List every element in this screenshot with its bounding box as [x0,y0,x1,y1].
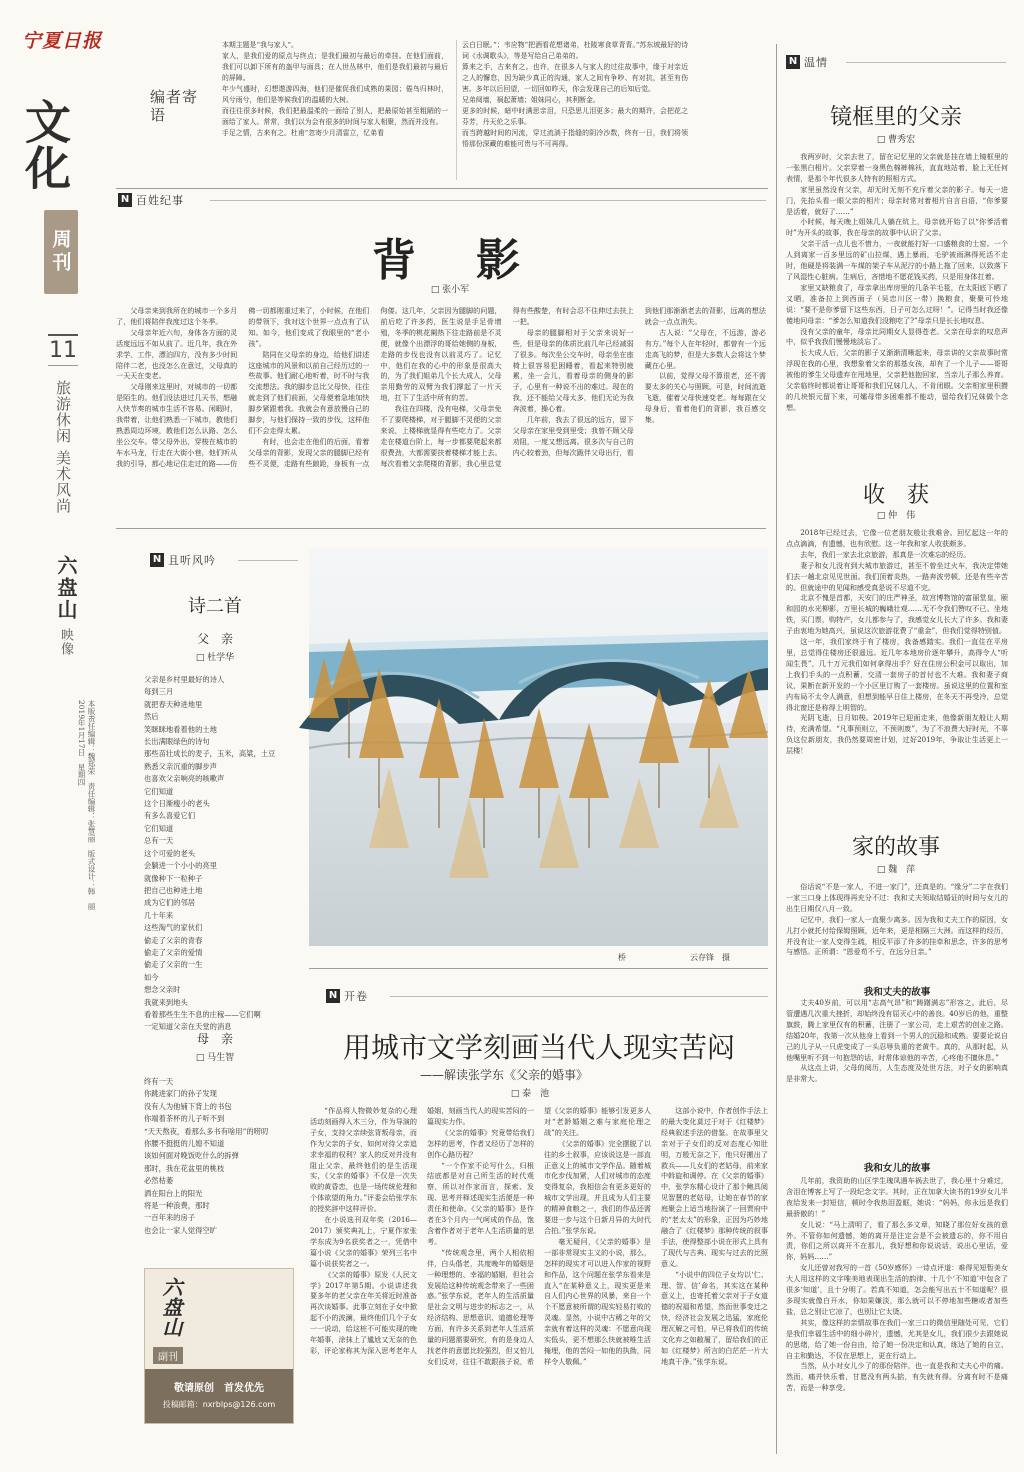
section-n-icon: N [786,55,800,69]
article-title-wenqing: 镜框里的父亲 [829,105,962,130]
section-header-poems [150,552,216,568]
paragraph: 俗话说“不是一家人，不进一家门”，还真是的。“缘分”二字在我们一家三口身上体现得再充分不过：我和丈夫领取结婚证的时间与女儿的出生日期仅八月一致。 [786,882,1008,913]
article-part1-jiadegushi [786,998,1008,1156]
fukan-email: 投稿邮箱：nxrblps@126.com [162,1400,276,1409]
paragraph: 《父亲的婚事》完全摆脱了以往的乡土叙事，应该说这是一部直正意义上的城市文学作品。随着城市化步伐加紧，人们对城市的态度变得复杂，我相信会有更多更好的城市文学出现，并且成为人们主要的精神食粮之一，我们的作品还需要进一步与这个日新月异的大时代合拍。”张学东说。 [544,1138,651,1235]
editor-note-col2: 云白日眠。”；韦应物“把酒看花想诸弟，杜陵寒食草青青。”苏东坡最好的诗词《水调歌头》，等是写给自己弟弟的。 算来之手，古来有之。也许，在很多人与家人的过往故事中，缘于对亲近之人的懈怠，因为缺少真正的沟通，家人之间有争吵、有对抗，甚至有伤害。多年以后回望，一切回如昨天，你会发现自己的后知后觉。 兄弟阋墙，祸起萧墙；姐妹同心，其利断金。 更多的时候，暗中时满思亲泪，只恐思儿泪更多；最大的期许，会把花之芬芳，丹天伦之乐事。 而当跨越时间的河流，穿过流淌于指缝的阴冷沙数，终有一日，我们将领悟那份深藏的难能可贵与不可再得。 [462,41,688,148]
article-byline-shouhuo: □ 仲 伟 [876,511,916,521]
divider [846,62,1006,63]
fukan-logo: 六盘山 [159,1277,183,1337]
editor-note-label: 编者寄语 [150,88,199,124]
article-byline-beiying: □ 张小军 [430,285,470,295]
paragraph: 其实，像这样的亲情故事在我们一家三口的微信里随处可见，它们是我们幸福生活中的细小碎片，遗憾，尤其是女儿，我们很少去跟她说的思绪，给了她一份自由，给了她一份决定和认真，练达了她的自立、自主和勤达，不仅在思想上，更在行动上。 [786,1317,1008,1360]
bridge-illustration [309,548,768,946]
paragraph: 几年前，我去了很远的远方，留下父母亲在家里受到里受；我曾不顾父母劝阻，一度又想远离。很多次与自己的内心较着劲，但每次跪伴父母出行，看到他们那渐渐老去的背影，远离的想法就会一点点消失。 [512,306,766,457]
article-intro-jiadegushi [786,882,1008,978]
section-label: 且听风吟 [168,554,216,567]
paragraph: 北京不愧是首都，天安门的庄严神圣，故宫博物馆的富丽堂皇，颐和园的水光柳影，万里长城的巍峨壮观……无不令我们赞叹不已。坐地铁，买门票，购特产，女儿都参与了，我感觉女儿长大了许多。我和妻子由衷地为她高兴，虽说这次旅游花费了“重金”，但我们觉得特别值。 [786,593,1008,636]
paragraph: 这一年，我们家终于有了楼房，我备感踏实。我们一直住在平房里，总觉得住楼房还很遥远。近几年本地房价逐年攀升，高得令人“听闻生畏”，几十万元我们如何拿得出手？好在住房公积金可以取出，加上我们手头的一点积蓄，交清一套房子的首付也不大难。我和妻子商议，果断在新开发的一个小区里订购了一套楼房。虽说这里的位置和室内布局不太令人满意，但想到能早日住上楼房，在冬天不再受冷，总觉得北窗还是称得上明智的。 [786,637,1008,712]
paragraph: 有时，也会走在他们的后面，看着父母亲的背影，发现父亲的腿脚已经有些不灵便，走路有些踉跄，身板有一点佝偻。这几年，父亲因为腿脚的问题，前后吃了许多药，医生说是手足骨增殖，冬季的桃花阑热下往走路前是不灵便，就像个出漂浮的哥给她侧的身板，走路的步伐也没有以前灵巧了。记忆中，他们在我的心中的形象是很高大的，为了我们姐弟几个长大成人，父母亲用勤劳的双臂为我们撑起了一片天地，扛下了生活中所有的苦。 [248,306,502,468]
divider [238,560,298,561]
paragraph: 在小说选刊双年奖（2016—2017）颁奖典礼上，宁夏作家张学东成为9名获奖者之一，凭借中篇小说《父亲的婚事》荣列三名中篇小说获奖者之一。 [310,1215,417,1268]
article-byline-wenqing: □ 曹秀宏 [876,135,916,145]
poem1-title: 父 亲 [196,632,233,646]
section-n-icon: N [118,193,132,207]
paragraph: 妻子和女儿没有到大城市旅游过，甚至不曾坐过火车，我决定带她们去一趟北京见见世面。我们顶着炎热，一路奔波劳顿，还是有些辛苦的。但就途中的见闻和感受真是说不尽道不完。 [786,560,1008,592]
article-title-jiadegushi: 家的故事 [851,835,940,860]
subheading-daughter: 我和女儿的故事 [863,1163,931,1174]
poem2-body: 终有一天 你跳进家门的孙子发现 没有人为他铺下背上的书包 你端着茶杯的儿子听不到 “天天熬夜，看那么多书有啥用”的唠叨 你腰不挺挺的儿媳不知道 该如何面对晚饭吃什么的拆弹 那时，我在花盆里的桃枝 必然枯萎 洒在阳台上的阳光 将是一种浪费，那时 一百年来的房子 也会让一家人觉得空旷 [144,1077,269,1235]
paragraph: 母亲的腿脚相对于父亲来说好一些，但是母亲的体质比前几年已经减弱了很多。每次坐公交车时，母亲坐在座椅上很容易犯困睡着，看起来特别疲累，坐一会儿，看着母亲的侧身的影子，心里有一种说不出的难过。现在的我，还不能给父母太多，他们无论为我奔波着，操心着。 [512,327,634,414]
paragraph: 长大成人后，父亲的影子又渐渐清晰起来，母亲讲的父亲故事时常浮现在我的心里，我想象着父亲的那基女孩，却有了一个儿子——哥哥被他的爹生父母遗弃在甩地里，父亲把他抱回家，当亲儿子那么养育。父亲临终时都说着让哥哥和我们兄妹几人，不肯闭眼。父亲相家里积攒的几块银元留下来，可孀母带多困难都不能动，留给我们兄妹做个念想。 [786,348,1008,412]
paragraph: 《父亲的婚事》究竟带给我们怎样的思考，作者又经历了怎样的创作心路历程？ [427,1127,534,1159]
section-label: 开卷 [344,990,368,1003]
paragraph: 小时候，每天晚上姐妹几人躺在炕上，母亲就开始了以“你爹活着时”为开头的故事，我在母亲的故事中认识了父亲。 [786,217,1008,238]
weekly-badge [44,210,78,294]
article-title-shouhuo: 收 获 [862,483,929,508]
photo-credit: 云存锋 摄 [690,953,730,962]
article-byline-kaijuan: □ 泰 池 [510,1089,550,1099]
masthead-paper-name: 宁夏日报 [22,30,103,52]
paragraph: 女儿还曾对我写的一首《50岁感怀》一诗点评道：难得见短暂美女大人用这样的文字唯美地表现出生活的韵律、十几个‘不知道’中包含了很多‘知道’，且十分明了。若真不知道，怎会能写出五十不知道呢？很多现实就像白开水，你如果嫌淡，那么就可以不停地加些糖或者加些盐，总之别让它凉了，也别让它太烫。 [786,1263,1008,1316]
paragraph: 毫无疑问，《父亲的婚事》是一部非常现实主义的小说，那么，怎样的现实才可以进入作家的视野和作品，这个问题在张学东看来是直入“在某种意义上，现实更是来自人们内心世界的风暴，来自一个个不愿意被所谓的现实轻易打败的灵魂。显然，小说中古稀之年的父亲就有着这样的灵魂：不愿意向现实低头，更不想那么快就被唯生活掩埋，他的苦闷一如他的执拗，同样令人敬佩。” [544,1236,651,1366]
paragraph: “一个作家不论写什么，归根结底都是对自己所生活的时代观察，所以对作家而言，探索、发现、思考并释述现实生活便是一种责任和使命。《父亲的婚事》是作者在3个月内一气呵成的作品，饱含着作者对于老年人生活质量的思考。 [427,1160,534,1246]
divider [390,996,768,997]
page-highlight-tail: 映像 [58,628,73,656]
section-logo: 文化 [18,98,72,190]
fukan-label: 副刊 [153,1347,183,1364]
editor-note-col1: 本期主题是“我与家人”。 家人，是我们爱的原点与终点；是我们最初与最后的牵挂。在他们面前，我们可以卸下所有的盔甲与面具；在人世丛林中，他们是我们最初与最后的屏障。 年少气盛时，幻想遨游四海，他们是催促我们成熟的果园；倦鸟归林时，风兮雨兮，他们是等候我们的温暖的大树。 而往往很多时候，我们把最温柔的一面给了别人，把最原始甚至粗陋的一面给了家人。常常，我们以为会有很多的时间与家人相聚，然而并没有。 手足之情，古来有之。杜甫“忽寄少月清雷立，忆弟看 [222,41,448,137]
paragraph: 女儿说：“马上清明了，看了那么多文章，知晓了那位好女孩的意外。不管你如何遗憾，她的离开是注定会是不会被遗忘的，你不用自责，你们之所以离开不在那儿，我好想和你说说话，说出心里话，爱你，妈妈……” [786,1219,1008,1262]
paragraph: 丈夫40岁前，可以用“志高气昂”和“踌躇满志”形容之。此后，尽管遭遇几次重大挫折，却始终没有屈灭心中的善良。40岁后的他，重整旗鼓，腾上家里仅有的积蓄，注册了一家公司，走上艰苦的创业之路。结婚20年，我第一次从他身上看到一个男人的沉稳和成熟。要要论说自己的儿子从一只虎变成了一头忍辱负重的老黄牛。真的，从那时起，从他嘴里听不到一句抱怨的话，时常体谅他的辛苦，心疼他不擅休息。” [786,998,1008,1062]
divider [210,200,766,201]
paragraph: 2018年已经过去，它像一位老朋友般让我难舍。回忆起这一年的点点滴滴，有遗憾，也有欣慰。这一年我和家人收获颇多。 [786,528,1008,548]
paragraph: 我往在四楼，没有电梯，父母亲免不了要爬楼梯，对于腿脚不灵便的父亲来说，上楼梯就显得有些吃力了。父亲走在楼道台阶上，每一步都要爬起来都很费劲，大都需要扶着楼梯才能上去。每次看着父亲爬楼的背影，我心里总觉得有些酸楚，有时会忍不住伸过去扶上一把。 [380,306,634,468]
paragraph: 古人说：“父母在，不远游，游必有方。”每个人在年轻时，都曾有一个远走高飞的梦，但是大多数人会将这个梦藏在心里。 [644,327,766,370]
fukan-slogan: 敬请原创 首发优先 [174,1383,264,1394]
article-subtitle-kaijuan: ——解读张学东《父亲的婚事》 [420,1068,589,1082]
article-title-beiying: 背 影 [372,235,528,286]
paragraph: 父亲干活一点儿也不惜力，一夜就能打好一口盛粮食的土窑。一个人到离家一百多里远的矿山拉煤，遇上暴雨，毛驴被雨淋得死活不走时，他硬是将装满一车煤的架子车从泥泞的小路上拖了回来，以致落下了风湿性心脏病。生病后，吝惜地不愿花钱买药，只是用身体扛着。 [786,239,1008,281]
article-body-wenqing [786,152,1008,470]
paragraph: “传统观念里，两个人相依相伴，白头偕老，共度晚年的婚姻是一种理想的、幸福的婚姻，但社会发展给这种传统观念带来了一些困惑。”张学东说，老年人的生活质量是社会文明与进步的标志之一，从经济结构、思想意识、道德伦理等方面，有许多关系到老年人生活质量的问题需要研究，有的是身边人找老伴的意愿比较强烈，但又怕儿女们反对，往往不敢跟孩子说，希望《父亲的婚事》能够引发更多人对“老龄婚姻之难与家庭伦理之战”的关注。 [427,1106,651,1366]
paragraph: 《父亲的婚事》原发《人民文学》2017年第5期。小说讲述我要多年的老父亲在年关将近时准备再次谈婚事。此事立刻在子女中掀起不小的波澜，最终他们几个子女一一说动，给这桩不可能实现的晚年婚事，涂抹上了尴尬又无奈的色彩，评论家称其为深入思考老年人婚姻，刻画当代人的现实苦闷的一篇现实力作。 [310,1106,534,1355]
paragraph: “作品将人物微妙复杂的心理活动刻画得入木三分，作为导演的子女，支持父亲续弦背叛母亲，而作为父亲的子女，如何对待父亲追求幸福的权利？家人的反对并没有阻止父亲，最终他们的是生活现实，《父亲的婚事》不仅是一次失败的黄昏恋，也是一场传统伦理和个体欲望的角力。”评委会给张学东的授奖辞中这样评价。 [310,1106,417,1214]
paragraph: 以前，觉得父母不算很老，还不需要太多的关心与照顾。可是，时间流逝飞逝，催着父母快速变老。每每跟在父母身后，看着他们的背影，我百感交集。 [644,371,766,425]
section-n-icon: N [150,553,164,567]
paragraph: 这部小说中，作者创作手法上的最大变化莫过于对于《红楼梦》经典叙述手法的借鉴。在故事里父亲对于子女们的反对态度心知肚明，万般无奈之下，他只好搬出了救兵——儿女们的老姑母，前来家中斡旋和调停。在《父亲的婚事》中，张学东精心设计了那个鲍具阅见智慧的老姑母，让她在春节的家庭聚会上适当地扮演了一回贾府中的“老太太”的形象，正因为巧妙地融合了《红楼梦》那种传统的叙事手法，使得整部小说在形式上具有了现代与古典、现实与过去的比照意义。 [661,1106,768,1268]
divider [456,40,457,180]
paragraph: 陪同在父母亲的身边，给他们讲述这座城市的风景和以前自己经历过的一些故事。他们耐心地听着，时不时与我交流想法。我的脚步总比父母快，往往就走到了他们前面，父母便着急地加快脚步紧跟着我。我就会有意放慢自己的脚步，与他们保持一致的步伐，这样他们不会走得太累。 [248,349,370,435]
page-date: 2019年1月17日 星期四 [77,700,86,786]
paragraph: 几年前，我资助的山区学生瑰凤遇车祸去世了，我心里十分难过，含泪在博客上写了一段纪念文字。其时，正在加拿大读书的19岁女儿半夜给发来一封短信，顿时令我热泪盈眶，她说：“妈妈，你永远是我们最骄傲的！” [786,1176,1008,1218]
poem1-body: 父亲是乡村里最好的诗人 每到三月 就把春天种进地里 然后 笑眯眯地看着他的土地 长出满眼绿色的诗句 那些苗壮成长的麦子，玉米，高粱，土豆 熟悉父亲沉重的脚步声 也喜欢父亲响亮的咳嗽声 它们知道 这个日渐瘦小的老头 有多么喜爱它们 它们知道 总有一天 这个可爱的老头 会躺进一个小小的亮里 就像种下一粒种子 把自己也种进土地 成为它们的邻居 几十年来 这些淘气的家伙们 偷走了父亲的青春 偷走了父亲的爱情 偷走了父亲的一生 如今 想念父亲时 我就来到地头 看着那些生生不息的庄稼——它们啊 一定知道父亲在天堂的消息 [144,675,276,1032]
divider [776,44,777,1454]
section-header-wenqing [786,54,828,70]
paragraph: 父母刚来这里时，对城市的一切都是陌生的。他们没法进过几天书，想融入快节奏的城市生活不容易。闲暇时，我带着，让他们熟悉一下城市，教他们熟悉周边环境，教他们怎么认路、怎么坐公交车。带父母外出，穿梭在城市的车水马龙，行走在大街小巷，他们听从我的引导，都心地记住走过的路——仿佛一切都刚重过来了，小时候，在他们的带领下，我对这个世界一点点有了认知。如今，他们变成了我眼里的“老小孩”。 [116,306,370,468]
divider [309,968,768,969]
article-body-kaijuan [310,1106,768,1452]
paragraph: 家里虽然没有父亲，却无时无刻不充斥着父亲的影子。每天一进门，先抬头看一眼父亲的相片；母亲时常对着相片自言自语，“你爹要是活着，就好了……” [786,184,1008,216]
paragraph: 没有父亲的童年，母亲比同期女人显得苍老。父亲在母亲的叹息声中，似乎我我们慢慢地淡忘了。 [786,326,1008,347]
poem1-byline: □ 杜学华 [195,653,235,663]
paragraph: “小说中的四位子女均以‘仁、理、智、信’命名，其实这在某种意义上，也寄托着父亲对于子女道德的祝福和希望，然而世事变迁之快，经济社会发展之迅猛，家庭伦理瓦解之可怕，早已将我们的传统文化弃之如敝履了，留给我们的正如《红楼梦》所言的白茫茫一片大地真干净。”张学东说。 [661,1269,768,1366]
poems-title: 诗二首 [188,596,242,617]
subheading-husband: 我和丈夫的故事 [863,987,931,998]
paragraph: 父母亲年近六旬，身体各方面的灵活度远远不如从前了。近几年，我在外求学、工作，漂泊四方，没有多少时间陪伴二老，也没怎么在意过，父母真的一天天在变老。 [116,327,238,381]
photo-bridge [309,548,768,946]
photo-caption: 桥 [618,953,626,962]
divider [116,188,768,189]
paragraph: 记忆中，我们一家人一直聚少离多。因为我和丈夫工作的原因，女儿打小就托付给保姆照顾，近年来，更是相隔三大洲。而这样的经历，并没有让一家人变得生疏，相反平添了许多的挂牵和思念，许多的思考与感悟。正所谓：“恩爱苟不亏，在远分日亲。” [786,914,1008,957]
article-byline-jiadegushi: □ 魏 萍 [876,865,916,875]
page-number: 11 [48,334,78,366]
page-tags: 旅游休闲 美术风尚 [54,380,72,514]
article-body-shouhuo [786,528,1008,814]
section-label: 百姓纪事 [136,194,184,207]
divider [116,528,766,529]
paragraph: 父母亲来到我所在的城市一个多月了，他们将陪伴我度过这个冬季。 [116,306,238,326]
section-label: 温情 [804,56,828,69]
weekly-label: 周刊 [49,229,72,275]
paragraph: 光阴飞逝，日月如梭。2019年已迎面走来，他像新朋友般让人期待，充满希望。“凡事预则立，不预则废”，为了不浪费大好时光，不辜负这位新朋友，我仍然要周密计划，过好2019年，争取让生活更上一层楼！ [786,713,1008,756]
poem2-byline: □ 马生智 [195,1053,235,1063]
paragraph: 从这点上讲，父母的阅历，人生态度及处世方法，对子女的影响真是非常大。 [786,1063,1008,1084]
article-part2-jiadegushi [786,1176,1008,1452]
page-credits: 本版责任编辑：魏郑荣 责任编辑：张慧丽 版式设计：韩 丽 [87,700,96,910]
fukan-promo [144,1268,294,1424]
section-header-beiying [118,192,184,208]
page-highlight: 六盘山 [54,555,78,621]
poem2-title: 母 亲 [196,1032,233,1046]
section-n-icon: N [326,989,340,1003]
article-title-kaijuan: 用城市文学刻画当代人现实苦闷 [342,1031,735,1064]
paragraph: 去年，我们一家去北京旅游，那真是一次难忘的经历。 [800,549,971,559]
article-body-beiying [116,306,766,524]
paragraph: 当然，从小对女儿少了的那份陪伴，也一直是我和丈夫心中的痛。然而，痛并快乐着，甘愿没有两头掂，有失就有得。分离有时不是痛苦，而是一种享受。 [786,1361,1008,1393]
paragraph: 家里又缺粮食了，母亲拿出库房里的几条羊毛毯，在太阳底下晒了又晒，准备拉上到西面子（吴忠川区一带）换粮食，聚聚可怜地说：“要不是你爹留下这些东西，日子可怎么过呀！”。记得当时我还像傻地问母亲：“爹怎么知道我们没粮吃了?”母亲只是长长地叹息。 [786,282,1008,325]
paragraph: 我两岁时，父亲去世了，留在记忆里的父亲就是挂在墙上镜框里的一张黑白相片。父亲穿着一身黑色棉裤棉袄，直直地站着，脸上无任何表情，是那个年代很多人特有的照相方式。 [786,152,1008,183]
section-header-kaijuan [326,988,368,1004]
